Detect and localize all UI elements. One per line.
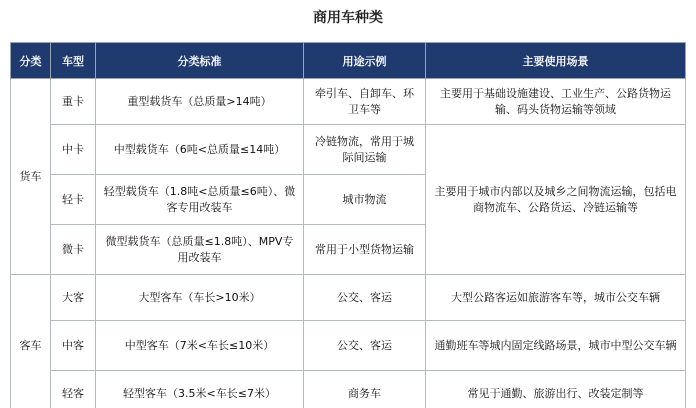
table-row: [11, 79, 686, 125]
standard-cell: 轻型载货车（1.8吨<总质量≤6吨）、微客专用改装车: [96, 175, 304, 225]
page-title: 商用车种类: [313, 10, 383, 26]
scene-cell: 常见于通勤、旅游出行、改装定制等: [426, 371, 686, 408]
table-header-row: [11, 43, 686, 79]
header-type: 车型: [51, 43, 96, 79]
table-row: [11, 275, 686, 321]
standard-cell: 轻型客车（3.5米<车长≤7米）: [96, 371, 304, 408]
type-cell: 中客: [51, 321, 96, 371]
table-row: [11, 321, 686, 371]
type-cell: 轻卡: [51, 175, 96, 225]
usage-cell: 商务车: [304, 371, 426, 408]
type-cell: 大客: [51, 275, 96, 321]
type-cell: 重卡: [51, 79, 96, 125]
header-scene: 主要使用场景: [426, 43, 686, 79]
header-category: 分类: [11, 43, 51, 79]
vehicle-types-table: [10, 42, 686, 408]
table-row: [11, 125, 686, 175]
scene-cell: 主要用于城市内部以及城乡之间物流运输，包括电商物流车、公路货运、冷链运输等: [426, 125, 686, 275]
category-cell: 货车: [11, 79, 51, 275]
scene-cell: 大型公路客运如旅游客车等，城市公交车辆: [426, 275, 686, 321]
type-cell: 中卡: [51, 125, 96, 175]
category-cell: 客车: [11, 275, 51, 408]
header-usage: 用途示例: [304, 43, 426, 79]
standard-cell: 大型客车（车长>10米）: [96, 275, 304, 321]
usage-cell: 常用于小型货物运输: [304, 225, 426, 275]
standard-cell: 中型客车（7米<车长≤10米）: [96, 321, 304, 371]
usage-cell: 牵引车、自卸车、环卫车等: [304, 79, 426, 125]
scene-cell: 通勤班车等城内固定线路场景，城市中型公交车辆: [426, 321, 686, 371]
usage-cell: 公交、客运: [304, 321, 426, 371]
standard-cell: 中型载货车（6吨<总质量≤14吨）: [96, 125, 304, 175]
usage-cell: 公交、客运: [304, 275, 426, 321]
type-cell: 轻客: [51, 371, 96, 408]
header-standard: 分类标准: [96, 43, 304, 79]
usage-cell: 城市物流: [304, 175, 426, 225]
usage-cell: 冷链物流，常用于城际间运输: [304, 125, 426, 175]
type-cell: 微卡: [51, 225, 96, 275]
standard-cell: 微型载货车（总质量≤1.8吨）、MPV专用改装车: [96, 225, 304, 275]
scene-cell: 主要用于基础设施建设、工业生产、公路货物运输、码头货物运输等领域: [426, 79, 686, 125]
table-row: [11, 371, 686, 408]
standard-cell: 重型载货车（总质量>14吨）: [96, 79, 304, 125]
